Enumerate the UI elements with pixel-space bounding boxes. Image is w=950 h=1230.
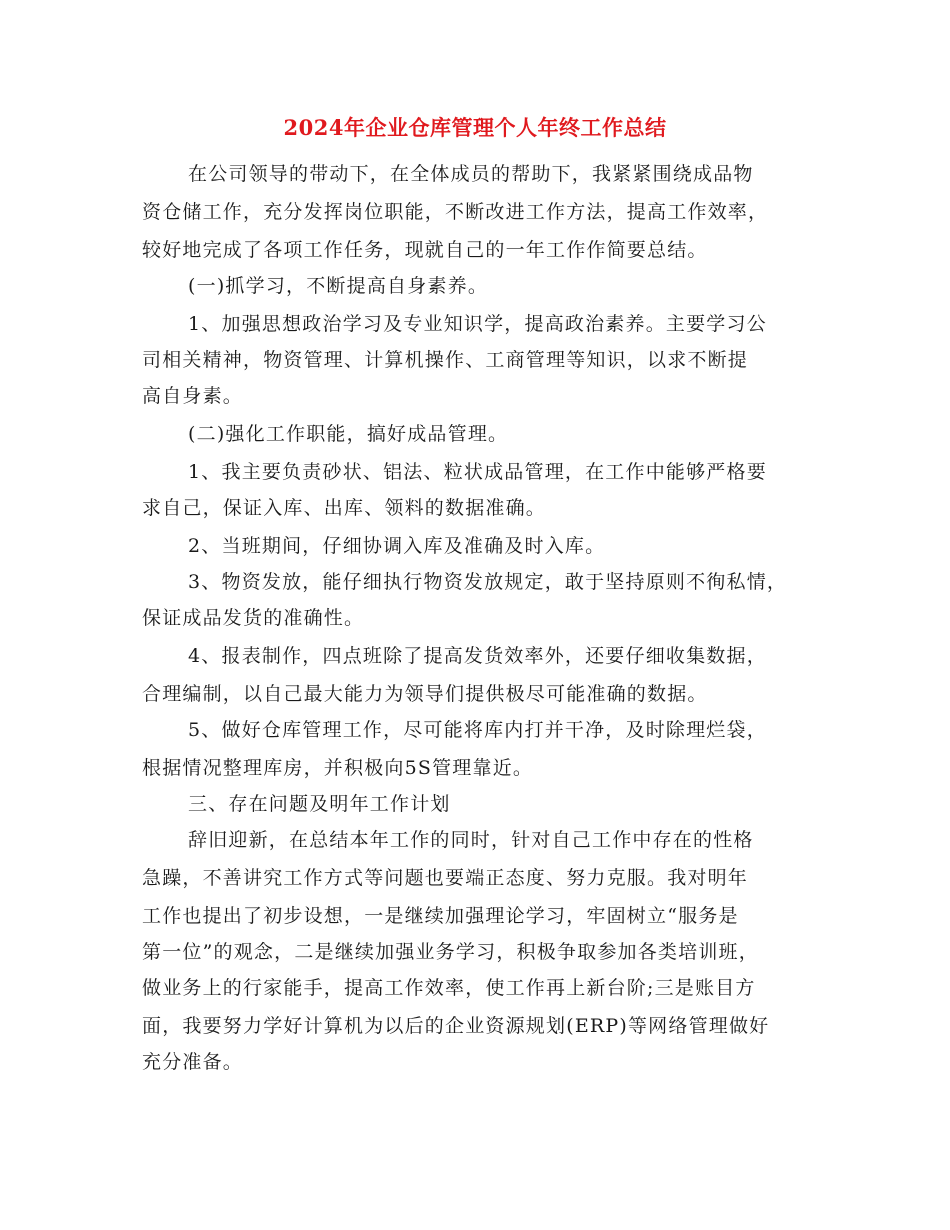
paragraph-line: 1、加强思想政治学习及专业知识学，提高政治素养。主要学习公 — [188, 313, 767, 335]
section-heading: (一)抓学习，不断提高自身素养。 — [188, 275, 489, 297]
paragraph-line: 高自身素。 — [142, 385, 244, 407]
section-heading: 三、存在问题及明年工作计划 — [188, 793, 451, 815]
paragraph-line: 较好地完成了各项工作任务，现就自己的一年工作作简要总结。 — [142, 239, 708, 261]
paragraph-line: 面，我要努力学好计算机为以后的企业资源规划(ERP)等网络管理做好 — [142, 1015, 770, 1037]
paragraph-line: 第一位”的观念，二是继续加强业务学习，积极争取参加各类培训班， — [142, 941, 759, 963]
paragraph-line: 做业务上的行家能手，提高工作效率，使工作再上新台阶;三是账目方 — [142, 977, 756, 999]
paragraph-line: 保证成品发货的准确性。 — [142, 607, 365, 629]
paragraph-line: 5、做好仓库管理工作，尽可能将库内打并干净，及时除理烂袋， — [188, 719, 767, 741]
paragraph-line: 合理编制，以自己最大能力为领导们提供极尽可能准确的数据。 — [142, 683, 708, 705]
section-heading: (二)强化工作职能，搞好成品管理。 — [188, 423, 509, 445]
paragraph-line: 求自己，保证入库、出库、领料的数据准确。 — [142, 497, 547, 519]
paragraph-line: 1、我主要负责砂状、铝法、粒状成品管理，在工作中能够严格要 — [188, 461, 767, 483]
paragraph-line: 司相关精神，物资管理、计算机操作、工商管理等知识，以求不断提 — [142, 349, 749, 371]
paragraph-line: 工作也提出了初步设想，一是继续加强理论学习，牢固树立“服务是 — [142, 905, 739, 927]
paragraph-line: 急躁，不善讲究工作方式等问题也要端正态度、努力克服。我对明年 — [142, 867, 749, 889]
document-title: 2024年企业仓库管理个人年终工作总结 — [283, 115, 667, 140]
paragraph-line: 资仓储工作，充分发挥岗位职能，不断改进工作方法，提高工作效率， — [142, 201, 769, 223]
paragraph-line: 2、当班期间，仔细协调入库及准确及时入库。 — [188, 535, 606, 557]
paragraph-line: 3、物资发放，能仔细执行物资发放规定，敢于坚持原则不徇私情， — [188, 571, 788, 593]
paragraph-line: 4、报表制作，四点班除了提高发货效率外，还要仔细收集数据， — [188, 645, 767, 667]
paragraph-line: 辞旧迎新，在总结本年工作的同时，针对自己工作中存在的性格 — [188, 829, 754, 851]
paragraph-line: 根据情况整理库房，并积极向5S管理靠近。 — [142, 757, 534, 779]
paragraph-line: 在公司领导的带动下，在全体成员的帮助下，我紧紧围绕成品物 — [188, 163, 754, 185]
paragraph-line: 充分准备。 — [142, 1051, 244, 1073]
